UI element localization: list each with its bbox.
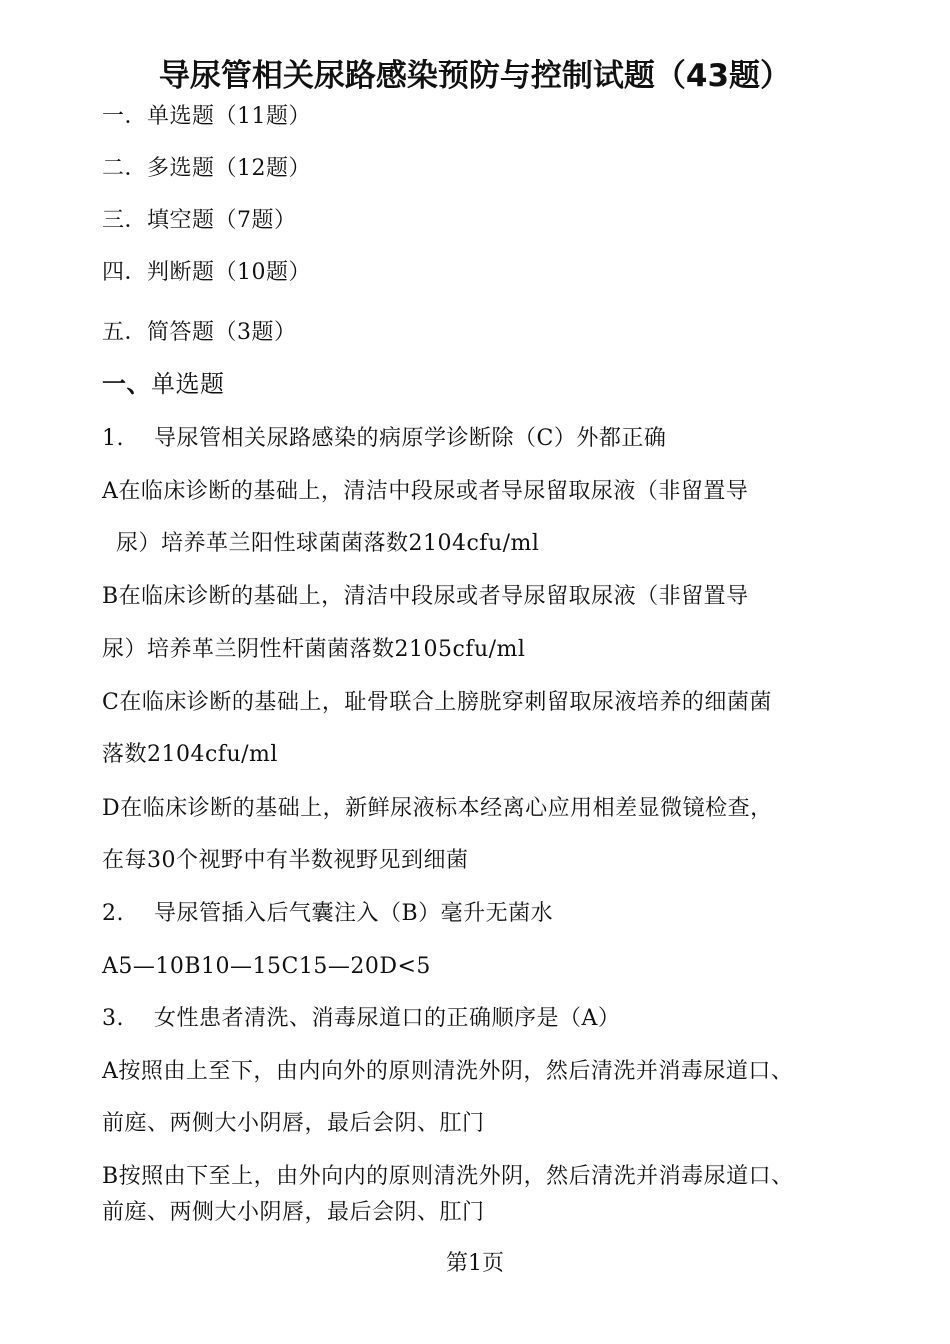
question-number: 1. (102, 426, 124, 451)
q3-option-b-line1: B按照由下至上，由外向内的原则清洗外阴，然后清洗并消毒尿道口、 (102, 1164, 794, 1189)
q1-option-b-line1: B在临床诊断的基础上，清洁中段尿或者导尿留取尿液（非留置导 (102, 584, 749, 609)
q3-option-a-line1: A按照由上至下，由内向外的原则清洗外阴，然后清洗并消毒尿道口、 (102, 1059, 794, 1084)
question-text: 导尿管插入后气囊注入（B）毫升无菌水 (154, 901, 554, 926)
toc-item-single-choice: 一．单选题（11题） (102, 104, 311, 129)
toc-item-fill-blank: 三．填空题（7题） (102, 208, 297, 233)
q1-option-d-line2: 在每30个视野中有半数视野见到细菌 (102, 848, 469, 873)
section-heading (102, 369, 225, 399)
q1-option-c-line1: C在临床诊断的基础上，耻骨联合上膀胱穿刺留取尿液培养的细菌菌 (102, 690, 772, 715)
section-mark: 一、 (102, 370, 151, 398)
q3-option-b-line2: 前庭、两侧大小阴唇，最后会阴、肛门 (102, 1200, 485, 1225)
page-number: 第1页 (446, 1251, 504, 1276)
toc-item-true-false: 四．判断题（10题） (102, 260, 311, 285)
q1-option-b-line2: 尿）培养革兰阴性杆菌菌落数2105cfu/ml (102, 637, 526, 662)
q1-option-a-line1: A在临床诊断的基础上，清洁中段尿或者导尿留取尿液（非留置导 (102, 479, 749, 504)
q1-option-d-line1: D在临床诊断的基础上，新鲜尿液标本经离心应用相差显微镜检查， (102, 796, 773, 821)
q1-option-c-line2: 落数2104cfu/ml (102, 742, 278, 767)
question-text: 女性患者清洗、消毒尿道口的正确顺序是（A） (154, 1006, 621, 1031)
question-2-stem (102, 899, 553, 929)
question-number: 2. (102, 901, 124, 926)
section-label: 单选题 (151, 370, 225, 398)
question-3-stem (102, 1004, 620, 1034)
q1-option-a-line2: 尿）培养革兰阳性球菌菌落数2104cfu/ml (116, 531, 540, 556)
question-number: 3. (102, 1006, 124, 1031)
q3-option-a-line2: 前庭、两侧大小阴唇，最后会阴、肛门 (102, 1111, 485, 1136)
document-title: 导尿管相关尿路感染预防与控制试题（43题） (158, 58, 792, 94)
toc-item-multi-choice: 二．多选题（12题） (102, 156, 311, 181)
question-text: 导尿管相关尿路感染的病原学诊断除（C）外都正确 (154, 426, 667, 451)
q2-options: A5—10B10—15C15—20D<5 (102, 954, 431, 979)
toc-item-short-answer: 五．简答题（3题） (102, 320, 297, 345)
question-1-stem (102, 424, 666, 454)
